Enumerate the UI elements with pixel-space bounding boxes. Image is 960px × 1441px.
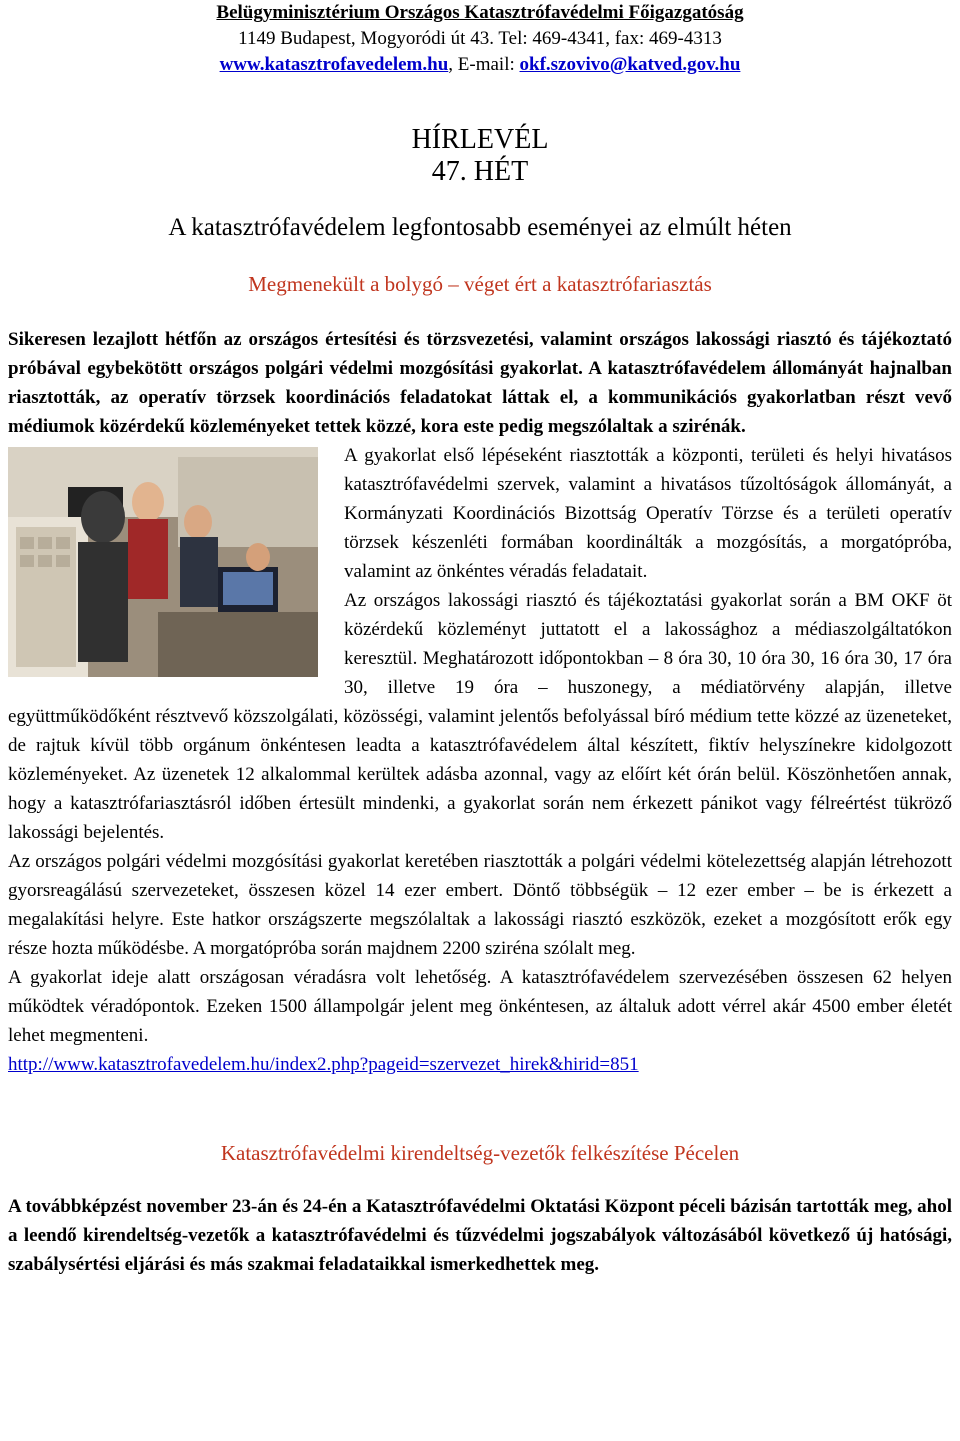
- article1-paragraph-4: Az országos polgári védelmi mozgósítási gyakorlat keretében riasztották a polgári védelmi kötelezettség alapján létrehozott gyorsreagálású szervezeteket, összesen közel 14 ezer embert. Döntő többségük – 12 ezer ember – be is érkezett a megalakítási helyre. Este hatkor országszerte megszólaltak a lakossági riasztó eszközök, ezeket a mozgósított erők egy része hozta működésbe. A morgatópróba során majdnem 2200 sziréna szólalt meg.: [8, 851, 952, 959]
- article1-paragraph-2: A gyakorlat első lépéseként riasztották a központi, területi és helyi hivatásos katasztrófavédelmi szervek, valamint a hivatásos tűzoltóságok állományát, a Kormányzati Koordinációs Bizottság Operatív Törzse és a területi operatív törzsek készenléti formában koordinálták a mozgósítás, a morgatópróba, valamint az önkéntes véradás feladatait.: [344, 445, 952, 582]
- letterhead: [0, 0, 960, 78]
- email-link[interactable]: okf.szovivo@katved.gov.hu: [519, 54, 741, 75]
- newsletter-title: HÍRLEVÉL: [411, 124, 549, 155]
- website-link[interactable]: www.katasztrofavedelem.hu: [219, 54, 449, 75]
- article2-body: [0, 1192, 960, 1279]
- organization-name: Belügyminisztérium Országos Katasztrófavédelmi Főigazgatóság: [216, 2, 744, 23]
- article1-title: Megmenekült a bolygó – véget ért a katasztrófariasztás: [248, 272, 712, 296]
- article2-lead: A továbbképzést november 23-án és 24-én a Katasztrófavédelmi Oktatási Központ péceli bázisán tartották meg, ahol a leendő kirendeltség-vezetők a katasztrófavédelmi és tűzvédelmi jogszabályok változásából következő új hatósági, szabálysértési eljárási és más szakmai feladataikkal ismerkedhettek meg.: [8, 1196, 952, 1275]
- article-photo: [8, 447, 318, 677]
- article1-lead: Sikeresen lezajlott hétfőn az országos értesítési és törzsvezetési, valamint országos lakossági riasztó és tájékoztató próbával egybekötött országos polgári védelmi mozgósítási gyakorlat. A katasztrófavédelem állományát hajnalban riasztották, az operatív törzsek koordinációs feladatokat láttak el, a kommunikációs gyakorlatban részt vevő médiumok közérdekű közleményeket tettek közzé, kora este pedig megszólaltak a szirénák.: [8, 329, 952, 437]
- article2-title: Katasztrófavédelmi kirendeltség-vezetők felkészítése Pécelen: [220, 1141, 740, 1165]
- contact-line: [0, 52, 960, 78]
- article1-body: [0, 325, 960, 1079]
- email-label: , E-mail:: [448, 54, 520, 75]
- photo-illustration: [8, 447, 318, 677]
- article1-paragraph-3: Az országos lakossági riasztó és tájékoztatási gyakorlat során a BM OKF öt közérdekű közleményt juttatott el a lakossághoz a médiaszolgáltatókon keresztül. Meghatározott időpontokban – 8 óra 30, 10 óra 30, 16 óra 30, 17 óra 30, illetve 19 óra – huszonegy, a médiatörvény alapján, illetve együttműködőként résztvevő közszolgálati, közösségi, valamint jelentős befolyással bíró médium tette közzé az üzeneteket, de rajtuk kívül több orgánum önkéntesen leadta a katasztrófavédelem által készített, fiktív helyszínekre kidolgozott közleményeket. Az üzenetek 12 alkalommal kerültek adásba azonnal, vagy az előírt két órán belül. Köszönhetően annak, hogy a katasztrófariasztásról időben értesült mindenki, a gyakorlat során nem érkezett pánikot vagy félreértést tükröző lakossági bejelentés.: [8, 590, 952, 843]
- newsletter-subtitle: A katasztrófavédelem legfontosabb eseményei az elmúlt héten: [168, 214, 792, 241]
- address-line: 1149 Budapest, Mogyoródi út 43. Tel: 469-4341, fax: 469-4313: [238, 28, 722, 49]
- article1-paragraph-5: A gyakorlat ideje alatt országosan véradásra volt lehetőség. A katasztrófavédelem szervezésében összesen 62 helyen működtek véradópontok. Ezeken 1500 állampolgár jelent meg önkéntesen, az általuk adott vérrel akár 4500 ember életét lehet megmenteni.: [8, 967, 952, 1046]
- week-number: 47. HÉT: [431, 156, 529, 187]
- article1-source-link[interactable]: http://www.katasztrofavedelem.hu/index2.php?pageid=szervezet_hirek&hirid=851: [8, 1054, 639, 1075]
